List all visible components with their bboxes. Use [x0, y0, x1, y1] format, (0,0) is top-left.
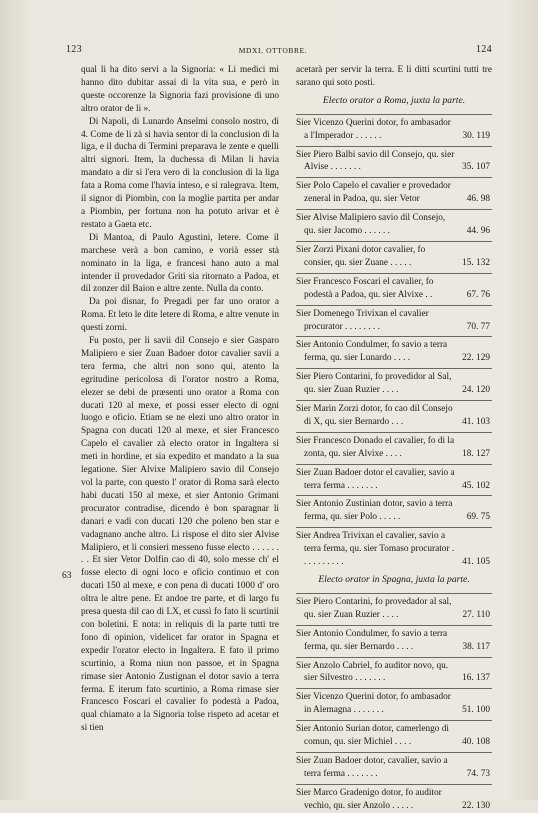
candidate-name: Sier Antonio Zustinian dotor, savio a terra ferma, qu. sier Polo . . . . .: [296, 499, 453, 523]
candidate-name: Sier Zorzi Pixani dotor cavalier, fo consier, qu. sier Zuane . . . . .: [296, 244, 426, 268]
divider: [296, 495, 492, 496]
vote-count: 40. 108: [462, 737, 490, 748]
ballot-entry: [296, 498, 492, 524]
paragraph: Fu posto, per li savii dil Consejo e sier Gasparo Malipiero e sier Zuan Badoer dotor cavalier savii a tera ferma, che altri non sono qui, atento la egritudine pericolosa di l'orator nostro a Roma, elezer se debi de præsenti uno orator a Roma con ducati 120 al mexe, et possi esser electo di ogni luogo e oficio. Etiam se ne elezi uno altro orator in Spagna con ducati 120 al mexe, et sier Francesco Capelo el cavalier zà electo orator in Ingaltera si meti in hordine, et sia expedito et mandato a la sua legatione. Sier Alvixe Malipiero savio dil Consejo vol la parte, con questo l' orator di Roma sarà electo habi ducati 150 al mexe, et sier Antonio Grimani procurator contradise, dicendo è bon sparagnar li danari e vadi con ducati 120 che poleno ben star e vadagnano anche altro. Li rispose el dito sier Alvise Malipiero, et li consieri messeno fusse electo . . . . . . . . Et sier Vetor Dolfin cao di 40, solo messe ch' el fosse electo di ogni loco e oficio continuo et con ducati 150 al mexe, e con pena di ducati 1000 d' oro oltra le altre pene. Et andoe tre parte, et di largo fu presa questa dil cao di LX, et cussì fo fato li scurtinii con boletini. E nota: in reliquis di la parte tutti tre fono di opinion, videlicet far orator in Spagna et expedir l'orator electo in Ingaltera. E fato il primo scurtinio, a Roma niun non passoe, et in Spagna rimase sier Antonio Zustignan el dotor savio a terra ferma. E iterum fato scurtinio, a Roma rimase sier Francesco Foscari el cavalier fo podestà a Padoa, qual chiamato a la Signoria tolse rispeto ad acetar et si tien: [81, 336, 279, 734]
vote-count: 35. 107: [462, 162, 490, 173]
left-column: [81, 64, 279, 735]
vote-count: 46. 98: [466, 194, 490, 205]
divider: [296, 146, 492, 147]
candidate-name: Sier Anzolo Cabriel, fo auditor novo, qu. sier Silvestro . . . . . . .: [296, 660, 449, 684]
vote-count: 30. 119: [462, 130, 490, 141]
divider: [296, 527, 492, 528]
ballot-entry: [296, 723, 492, 749]
vote-count: 45. 102: [462, 480, 490, 491]
ballot-entry: [296, 467, 492, 493]
candidate-name: Sier Piero Contarini, fo provedador al sal, qu. sier Zuan Ruzier . . . .: [296, 596, 452, 620]
candidate-name: Sier Domenego Trivixan el cavalier procurator . . . . . . . .: [296, 308, 429, 332]
running-title: MDXI, OTTOBRE.: [238, 46, 308, 55]
divider: [296, 464, 492, 465]
vote-count: 67. 76: [466, 289, 490, 300]
candidate-name: Sier Marco Gradenigo dotor, fo auditor vechio, qu. sier Anzolo . . . . .: [296, 787, 442, 811]
ballot-entry: [296, 530, 492, 569]
page-number-left: 123: [66, 44, 82, 55]
ballot-entry: [296, 149, 492, 175]
divider: [296, 241, 492, 242]
ballot-entry: [296, 371, 492, 397]
candidate-name: Sier Piero Balbi savio dil Consejo, qu. sier Alvise . . . . . . .: [296, 149, 455, 173]
divider: [296, 720, 492, 721]
vote-count: 27. 110: [462, 609, 490, 620]
divider: [296, 368, 492, 369]
paragraph: Da poi disnar, fo Pregadi per far uno orator a Roma. Et leto le dite letere di Roma, e altre venute in questi zorni.: [81, 297, 280, 334]
ballot-list-rome: [296, 117, 492, 569]
paragraph: acetarà per servir la terra. E li ditti scurtini tutti tre sarano qui soto posti.: [296, 65, 492, 88]
vote-count: 24. 120: [462, 385, 490, 396]
divider: [296, 273, 492, 274]
ballot-entry: [296, 244, 492, 270]
ballot-entry: [296, 691, 492, 717]
section-title-spain: Electo orator in Spagna, juxta la parte.: [318, 574, 470, 585]
section-title-rome: Electo orator a Roma, juxta la parte.: [322, 94, 466, 106]
divider: [296, 432, 492, 433]
page-number-right: 124: [476, 44, 492, 55]
ballot-entry: [296, 596, 492, 622]
divider: [296, 657, 492, 658]
ballot-entry: [296, 660, 492, 686]
candidate-name: Sier Antonio Condulmer, fo savio a terra ferma, qu. sier Lunardo . . . .: [296, 340, 448, 364]
candidate-name: Sier Zuan Badoer dotor, cavalier, savio a terra ferma . . . . . . .: [296, 755, 448, 779]
paragraph: Di Napoli, di Lunardo Anselmi consolo nostro, di 4. Come de li zà si havia sentor di la conclusion di la liga, e il ducha di Termini preparava le zente e quelli altri signori. Item, la duchessa di Milan li havia mandato a dir si l'era vero di la conclusion di la liga fata a Roma come l'havia inteso, e si ralegrava. Item, il signor di Piombin, con la moglie partita per andar a Piombin, per fortuna non ha potuto arivar et è restato a Gaeta etc.: [81, 116, 279, 230]
paragraph: Di Mantoa, di Paulo Agustini, letere. Come il marchese verà a bon camino, e vorià esser stà nominato in la liga, e francesi hano auto a mal intender il provedador Griti sia ritornato a Padoa, et dil zonzer dil Baion e altre zente. Nulla da conto.: [81, 232, 279, 295]
candidate-name: Sier Alvise Malipiero savio dil Consejo, qu. sier Jacomo . . . . . .: [296, 213, 446, 237]
ballot-entry: [296, 180, 492, 206]
right-column: [296, 64, 492, 813]
candidate-name: Sier Francesco Foscari el cavalier, fo podestà a Padoa, qu. sier Alvixe . .: [296, 276, 434, 300]
divider: [296, 177, 492, 178]
vote-count: 44. 96: [466, 226, 490, 237]
ballot-entry: [296, 117, 492, 143]
candidate-name: Sier Piero Contarini, fo provedidor al Sal, qu. sier Zuan Ruzier . . . .: [296, 372, 452, 396]
divider: [296, 625, 492, 626]
divider: [296, 688, 492, 689]
vote-count: 41. 103: [462, 416, 490, 427]
divider: [296, 784, 492, 785]
divider: [296, 400, 492, 401]
candidate-name: Sier Vicenzo Querini dotor, fo ambasador in Alemagna . . . . . . .: [296, 692, 451, 716]
divider: [296, 305, 492, 306]
ballot-entry: [296, 212, 492, 238]
candidate-name: Sier Marin Zorzi dotor, fo cao dil Consejo di X, qu. sier Bernardo . . .: [296, 404, 453, 427]
vote-count: 18. 127: [462, 448, 490, 459]
divider: [296, 114, 492, 115]
vote-count: 41. 105: [462, 557, 490, 568]
candidate-name: Sier Polo Capelo el cavalier e provedador zeneral in Padoa, qu. sier Vetor: [296, 181, 451, 205]
divider: [296, 593, 492, 594]
ballot-entry: [296, 403, 492, 429]
ballot-entry: [296, 276, 492, 302]
ballot-list-spain: [296, 596, 492, 813]
candidate-name: Sier Andrea Trivixan el cavalier, savio a terra ferma, qu. sier Tomaso procurator . . . . . . . . . .: [296, 531, 455, 568]
candidate-name: Sier Francesco Donado el cavalier, fo di la zonta, qu. sier Alvixe . . . .: [296, 435, 455, 459]
candidate-name: Sier Antonio Condulmer, fo savio a terra ferma, qu. sier Bernardo . . . .: [296, 628, 448, 652]
vote-count: 38. 117: [462, 641, 490, 652]
vote-count: 51. 100: [462, 705, 490, 716]
ballot-entry: [296, 339, 492, 365]
margin-column-number: 63: [62, 571, 72, 581]
ballot-entry: [296, 435, 492, 461]
vote-count: 70. 77: [466, 321, 490, 332]
paragraph: qual li ha dito servi a la Signoria: « Li medici mi hanno dito dubitar assai di la vita sua, e però in queste occorenze la Signoria fazi provisione di uno altro orator de li ».: [81, 65, 279, 114]
vote-count: 22. 130: [462, 800, 490, 811]
divider: [296, 336, 492, 337]
vote-count: 16. 137: [462, 673, 490, 684]
vote-count: 69. 75: [466, 512, 490, 523]
vote-count: 15. 132: [462, 257, 490, 268]
divider: [296, 752, 492, 753]
candidate-name: Sier Vicenzo Querini dotor, fo ambasador a l'Imperador . . . . . .: [296, 117, 451, 141]
ballot-entry: [296, 628, 492, 654]
vote-count: 22. 129: [462, 353, 490, 364]
candidate-name: Sier Antonio Surian dotor, camerlengo di comun, qu. sier Michiel . . . .: [296, 724, 449, 748]
divider: [296, 209, 492, 210]
ballot-entry: [296, 755, 492, 781]
ballot-entry: [296, 308, 492, 334]
vote-count: 74. 73: [466, 768, 490, 779]
candidate-name: Sier Zuan Badoer dotor el cavalier, savio a terra ferma . . . . . . .: [296, 467, 455, 491]
